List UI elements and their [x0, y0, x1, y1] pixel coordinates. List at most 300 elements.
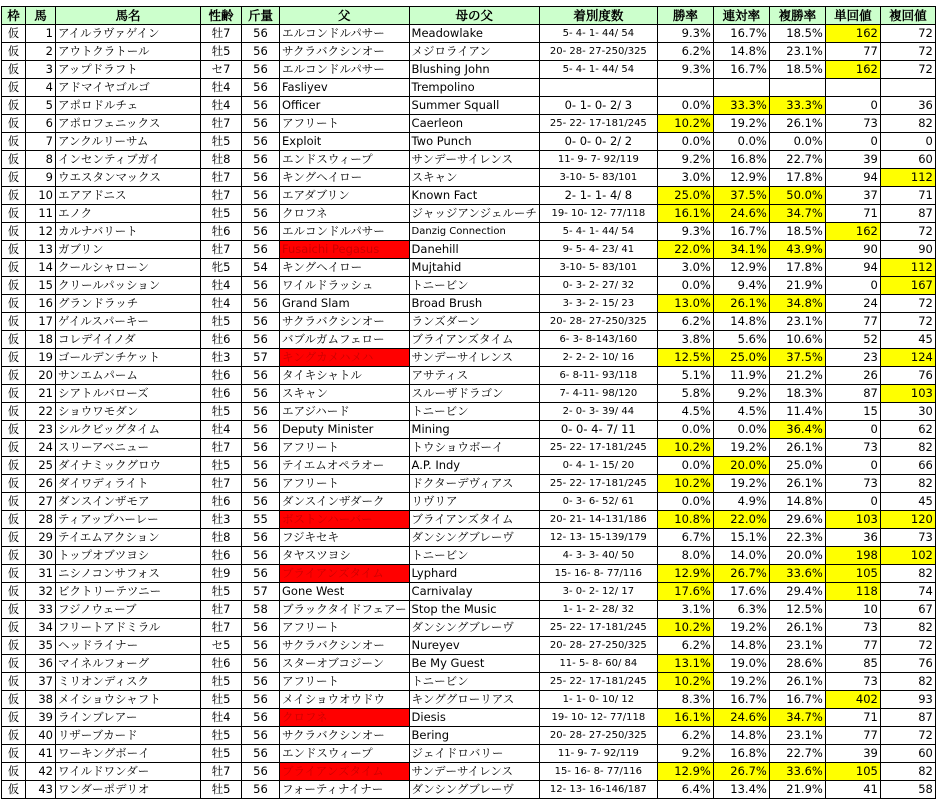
cell-sire[interactable]: メイショウオウドウ — [280, 691, 410, 709]
cell-weight[interactable]: 56 — [242, 475, 280, 493]
cell-win-return[interactable]: 94 — [825, 169, 880, 187]
cell-sex-age[interactable]: 牡6 — [201, 331, 242, 349]
cell-sex-age[interactable]: 牡7 — [201, 619, 242, 637]
cell-weight[interactable]: 56 — [242, 781, 280, 799]
cell-waku[interactable]: 仮 — [2, 475, 26, 493]
table-row[interactable] — [2, 637, 936, 655]
cell-place-return[interactable]: 82 — [880, 619, 935, 637]
cell-number[interactable]: 19 — [26, 349, 56, 367]
cell-sire[interactable]: Fasliyev — [280, 79, 410, 97]
cell-win-rate[interactable]: 3.0% — [657, 169, 713, 187]
cell-weight[interactable]: 56 — [242, 367, 280, 385]
table-row[interactable] — [2, 529, 936, 547]
cell-number[interactable]: 23 — [26, 421, 56, 439]
cell-horse-name[interactable]: メイショウシャフト — [56, 691, 201, 709]
cell-win-rate[interactable]: 16.1% — [657, 205, 713, 223]
cell-waku[interactable]: 仮 — [2, 97, 26, 115]
cell-waku[interactable]: 仮 — [2, 601, 26, 619]
cell-record[interactable]: 11- 9- 7- 92/119 — [539, 745, 657, 763]
cell-weight[interactable]: 56 — [242, 187, 280, 205]
cell-top2-rate[interactable]: 26.7% — [713, 565, 769, 583]
cell-record[interactable]: 9- 5- 4- 23/ 41 — [539, 241, 657, 259]
cell-sire[interactable]: エルコンドルパサー — [280, 61, 410, 79]
cell-weight[interactable]: 56 — [242, 385, 280, 403]
cell-win-return[interactable]: 0 — [825, 277, 880, 295]
cell-horse-name[interactable]: アポロドルチェ — [56, 97, 201, 115]
cell-win-return[interactable]: 87 — [825, 385, 880, 403]
cell-top3-rate[interactable]: 43.9% — [769, 241, 825, 259]
table-row[interactable] — [2, 457, 936, 475]
cell-record[interactable]: 0- 0- 0- 2/ 2 — [539, 133, 657, 151]
cell-sex-age[interactable]: 牡7 — [201, 601, 242, 619]
cell-sex-age[interactable]: 牡6 — [201, 493, 242, 511]
cell-sex-age[interactable]: 牡5 — [201, 691, 242, 709]
table-row[interactable] — [2, 763, 936, 781]
cell-horse-name[interactable]: ゲイルスパーキー — [56, 313, 201, 331]
cell-weight[interactable]: 56 — [242, 277, 280, 295]
cell-top2-rate[interactable]: 13.4% — [713, 781, 769, 799]
cell-top3-rate[interactable]: 18.5% — [769, 223, 825, 241]
cell-number[interactable]: 34 — [26, 619, 56, 637]
cell-place-return[interactable]: 87 — [880, 205, 935, 223]
cell-win-rate[interactable]: 6.2% — [657, 637, 713, 655]
cell-top3-rate[interactable]: 28.6% — [769, 655, 825, 673]
cell-place-return[interactable]: 87 — [880, 709, 935, 727]
cell-sire[interactable]: アフリート — [280, 619, 410, 637]
cell-dam-sire[interactable]: Bering — [409, 727, 539, 745]
cell-record[interactable]: 25- 22- 17-181/245 — [539, 619, 657, 637]
cell-dam-sire[interactable]: ブライアンズタイム — [409, 331, 539, 349]
cell-waku[interactable]: 仮 — [2, 727, 26, 745]
cell-sex-age[interactable]: 牡7 — [201, 475, 242, 493]
cell-top3-rate[interactable]: 50.0% — [769, 187, 825, 205]
cell-number[interactable]: 35 — [26, 637, 56, 655]
cell-top2-rate[interactable]: 0.0% — [713, 421, 769, 439]
cell-place-return[interactable]: 72 — [880, 223, 935, 241]
cell-win-return[interactable]: 26 — [825, 367, 880, 385]
cell-sire[interactable]: キングカメハメハ — [280, 349, 410, 367]
cell-win-rate[interactable]: 12.5% — [657, 349, 713, 367]
cell-win-rate[interactable]: 6.7% — [657, 529, 713, 547]
cell-place-return[interactable]: 76 — [880, 655, 935, 673]
cell-win-return[interactable]: 39 — [825, 745, 880, 763]
cell-number[interactable]: 32 — [26, 583, 56, 601]
cell-win-return[interactable]: 85 — [825, 655, 880, 673]
cell-waku[interactable]: 仮 — [2, 511, 26, 529]
header-win-return[interactable]: 単回値 — [825, 7, 880, 25]
cell-place-return[interactable]: 124 — [880, 349, 935, 367]
table-row[interactable] — [2, 655, 936, 673]
cell-number[interactable]: 27 — [26, 493, 56, 511]
cell-top2-rate[interactable]: 4.9% — [713, 493, 769, 511]
cell-waku[interactable]: 仮 — [2, 457, 26, 475]
cell-waku[interactable]: 仮 — [2, 43, 26, 61]
cell-top3-rate[interactable]: 14.8% — [769, 493, 825, 511]
cell-dam-sire[interactable]: ブライアンズタイム — [409, 511, 539, 529]
cell-weight[interactable]: 56 — [242, 43, 280, 61]
table-row[interactable] — [2, 511, 936, 529]
cell-place-return[interactable] — [880, 79, 935, 97]
cell-dam-sire[interactable]: Two Punch — [409, 133, 539, 151]
table-row[interactable] — [2, 79, 936, 97]
cell-sire[interactable]: ブラックタイドフェアー — [280, 601, 410, 619]
cell-top2-rate[interactable]: 9.2% — [713, 385, 769, 403]
cell-top2-rate[interactable]: 16.7% — [713, 61, 769, 79]
cell-sex-age[interactable]: 牡5 — [201, 313, 242, 331]
cell-record[interactable]: 20- 28- 27-250/325 — [539, 313, 657, 331]
cell-sex-age[interactable]: 牡5 — [201, 133, 242, 151]
cell-weight[interactable]: 56 — [242, 223, 280, 241]
cell-win-return[interactable]: 77 — [825, 313, 880, 331]
cell-record[interactable]: 3- 3- 2- 15/ 23 — [539, 295, 657, 313]
cell-sex-age[interactable]: 牡7 — [201, 241, 242, 259]
cell-top3-rate[interactable]: 23.1% — [769, 727, 825, 745]
cell-horse-name[interactable]: ワーキングボーイ — [56, 745, 201, 763]
cell-top3-rate[interactable]: 18.3% — [769, 385, 825, 403]
cell-horse-name[interactable]: ニシノコンサフォス — [56, 565, 201, 583]
cell-sex-age[interactable]: 牡9 — [201, 565, 242, 583]
table-row[interactable] — [2, 691, 936, 709]
cell-weight[interactable]: 56 — [242, 709, 280, 727]
cell-number[interactable]: 14 — [26, 259, 56, 277]
cell-top2-rate[interactable]: 6.3% — [713, 601, 769, 619]
cell-waku[interactable]: 仮 — [2, 421, 26, 439]
cell-place-return[interactable]: 0 — [880, 133, 935, 151]
cell-win-return[interactable]: 23 — [825, 349, 880, 367]
cell-number[interactable]: 17 — [26, 313, 56, 331]
cell-sex-age[interactable]: 牝5 — [201, 259, 242, 277]
cell-dam-sire[interactable]: リヴリア — [409, 493, 539, 511]
cell-sex-age[interactable]: 牡7 — [201, 187, 242, 205]
cell-horse-name[interactable]: ティアップハーレー — [56, 511, 201, 529]
cell-horse-name[interactable]: ショウワモダン — [56, 403, 201, 421]
cell-sire[interactable]: ブライアンズタイム — [280, 565, 410, 583]
cell-sex-age[interactable]: 牡7 — [201, 763, 242, 781]
cell-horse-name[interactable]: サンエムパーム — [56, 367, 201, 385]
cell-horse-name[interactable]: エアアドニス — [56, 187, 201, 205]
cell-dam-sire[interactable]: ダンシングブレーヴ — [409, 781, 539, 799]
cell-top2-rate[interactable]: 24.6% — [713, 709, 769, 727]
cell-waku[interactable]: 仮 — [2, 61, 26, 79]
cell-top3-rate[interactable]: 18.5% — [769, 61, 825, 79]
cell-win-return[interactable]: 10 — [825, 601, 880, 619]
cell-sire[interactable]: Exploit — [280, 133, 410, 151]
cell-weight[interactable]: 56 — [242, 25, 280, 43]
cell-waku[interactable]: 仮 — [2, 673, 26, 691]
table-row[interactable] — [2, 367, 936, 385]
cell-number[interactable]: 1 — [26, 25, 56, 43]
cell-sire[interactable]: サクラバクシンオー — [280, 313, 410, 331]
cell-place-return[interactable]: 58 — [880, 781, 935, 799]
cell-weight[interactable]: 56 — [242, 403, 280, 421]
cell-waku[interactable]: 仮 — [2, 385, 26, 403]
cell-weight[interactable]: 58 — [242, 601, 280, 619]
table-row[interactable] — [2, 709, 936, 727]
cell-top3-rate[interactable]: 34.7% — [769, 709, 825, 727]
cell-sex-age[interactable]: 牡3 — [201, 511, 242, 529]
cell-sex-age[interactable]: 牡4 — [201, 709, 242, 727]
cell-horse-name[interactable]: グランドラッチ — [56, 295, 201, 313]
cell-win-rate[interactable]: 5.1% — [657, 367, 713, 385]
cell-waku[interactable]: 仮 — [2, 79, 26, 97]
cell-waku[interactable]: 仮 — [2, 493, 26, 511]
cell-record[interactable]: 11- 5- 8- 60/ 84 — [539, 655, 657, 673]
cell-top2-rate[interactable]: 14.8% — [713, 637, 769, 655]
cell-win-rate[interactable]: 10.8% — [657, 511, 713, 529]
header-place-return[interactable]: 複回値 — [880, 7, 935, 25]
cell-win-return[interactable]: 105 — [825, 763, 880, 781]
cell-waku[interactable]: 仮 — [2, 241, 26, 259]
cell-sire[interactable]: スキャン — [280, 385, 410, 403]
cell-record[interactable]: 20- 21- 14-131/186 — [539, 511, 657, 529]
cell-number[interactable]: 29 — [26, 529, 56, 547]
cell-horse-name[interactable]: アンクルリーサム — [56, 133, 201, 151]
cell-dam-sire[interactable]: Stop the Music — [409, 601, 539, 619]
cell-horse-name[interactable]: スリーアベニュー — [56, 439, 201, 457]
cell-sire[interactable]: サクラバクシンオー — [280, 727, 410, 745]
cell-win-return[interactable]: 0 — [825, 493, 880, 511]
cell-top2-rate[interactable]: 19.2% — [713, 115, 769, 133]
table-row[interactable] — [2, 151, 936, 169]
cell-sire[interactable]: Fusaichi Pegasus — [280, 241, 410, 259]
cell-win-rate[interactable]: 10.2% — [657, 115, 713, 133]
cell-top3-rate[interactable] — [769, 79, 825, 97]
cell-sex-age[interactable]: 牡4 — [201, 421, 242, 439]
cell-sire[interactable]: ボストンハーバー — [280, 511, 410, 529]
cell-dam-sire[interactable]: サンデーサイレンス — [409, 151, 539, 169]
cell-win-return[interactable]: 77 — [825, 637, 880, 655]
cell-win-rate[interactable]: 9.2% — [657, 745, 713, 763]
cell-dam-sire[interactable]: Mining — [409, 421, 539, 439]
cell-win-rate[interactable]: 0.0% — [657, 133, 713, 151]
cell-dam-sire[interactable]: A.P. Indy — [409, 457, 539, 475]
cell-sire[interactable]: キングヘイロー — [280, 259, 410, 277]
cell-number[interactable]: 30 — [26, 547, 56, 565]
table-row[interactable] — [2, 61, 936, 79]
cell-record[interactable]: 25- 22- 17-181/245 — [539, 115, 657, 133]
cell-record[interactable]: 19- 10- 12- 77/118 — [539, 205, 657, 223]
header-top3-rate[interactable]: 複勝率 — [769, 7, 825, 25]
cell-horse-name[interactable]: ワイルドワンダー — [56, 763, 201, 781]
cell-number[interactable]: 38 — [26, 691, 56, 709]
cell-horse-name[interactable]: アドマイヤゴルゴ — [56, 79, 201, 97]
cell-dam-sire[interactable]: ジャッジアンジェルーチ — [409, 205, 539, 223]
cell-place-return[interactable]: 72 — [880, 43, 935, 61]
cell-number[interactable]: 9 — [26, 169, 56, 187]
cell-top3-rate[interactable]: 23.1% — [769, 313, 825, 331]
cell-number[interactable]: 12 — [26, 223, 56, 241]
cell-horse-name[interactable]: カルナバリート — [56, 223, 201, 241]
cell-top2-rate[interactable]: 34.1% — [713, 241, 769, 259]
cell-top2-rate[interactable]: 14.8% — [713, 43, 769, 61]
cell-sire[interactable]: フジキセキ — [280, 529, 410, 547]
cell-dam-sire[interactable]: ランズダーン — [409, 313, 539, 331]
cell-top2-rate[interactable]: 24.6% — [713, 205, 769, 223]
cell-top2-rate[interactable]: 11.9% — [713, 367, 769, 385]
cell-horse-name[interactable]: ダンスインザモア — [56, 493, 201, 511]
cell-waku[interactable]: 仮 — [2, 439, 26, 457]
cell-record[interactable]: 6- 8-11- 93/118 — [539, 367, 657, 385]
cell-dam-sire[interactable]: Diesis — [409, 709, 539, 727]
cell-top3-rate[interactable]: 22.7% — [769, 151, 825, 169]
cell-dam-sire[interactable]: サンデーサイレンス — [409, 763, 539, 781]
cell-place-return[interactable]: 74 — [880, 583, 935, 601]
cell-place-return[interactable]: 72 — [880, 313, 935, 331]
cell-win-return[interactable]: 0 — [825, 457, 880, 475]
cell-win-rate[interactable]: 3.8% — [657, 331, 713, 349]
cell-weight[interactable]: 56 — [242, 79, 280, 97]
cell-top3-rate[interactable]: 37.5% — [769, 349, 825, 367]
cell-weight[interactable]: 56 — [242, 421, 280, 439]
cell-win-return[interactable]: 118 — [825, 583, 880, 601]
cell-dam-sire[interactable]: トニービン — [409, 403, 539, 421]
cell-win-rate[interactable]: 9.3% — [657, 223, 713, 241]
cell-top3-rate[interactable]: 34.8% — [769, 295, 825, 313]
cell-dam-sire[interactable]: Mujtahid — [409, 259, 539, 277]
cell-top3-rate[interactable]: 17.8% — [769, 259, 825, 277]
cell-top3-rate[interactable]: 22.7% — [769, 745, 825, 763]
cell-top3-rate[interactable]: 26.1% — [769, 439, 825, 457]
cell-top3-rate[interactable]: 21.9% — [769, 781, 825, 799]
cell-sire[interactable]: バブルガムフェロー — [280, 331, 410, 349]
cell-waku[interactable]: 仮 — [2, 259, 26, 277]
cell-weight[interactable]: 56 — [242, 115, 280, 133]
table-row[interactable] — [2, 673, 936, 691]
cell-win-rate[interactable]: 16.1% — [657, 709, 713, 727]
cell-sex-age[interactable]: 牡5 — [201, 745, 242, 763]
cell-top2-rate[interactable]: 25.0% — [713, 349, 769, 367]
cell-sire[interactable]: アフリート — [280, 475, 410, 493]
cell-top3-rate[interactable]: 29.6% — [769, 511, 825, 529]
cell-number[interactable]: 41 — [26, 745, 56, 763]
cell-waku[interactable]: 仮 — [2, 313, 26, 331]
cell-place-return[interactable]: 167 — [880, 277, 935, 295]
cell-horse-name[interactable]: エノク — [56, 205, 201, 223]
cell-record[interactable]: 1- 1- 0- 10/ 12 — [539, 691, 657, 709]
cell-weight[interactable]: 56 — [242, 547, 280, 565]
table-row[interactable] — [2, 583, 936, 601]
cell-top2-rate[interactable]: 26.1% — [713, 295, 769, 313]
cell-win-rate[interactable]: 6.2% — [657, 43, 713, 61]
cell-weight[interactable]: 56 — [242, 331, 280, 349]
cell-win-rate[interactable]: 22.0% — [657, 241, 713, 259]
cell-record[interactable]: 20- 28- 27-250/325 — [539, 43, 657, 61]
cell-waku[interactable]: 仮 — [2, 349, 26, 367]
cell-win-return[interactable]: 73 — [825, 115, 880, 133]
header-dam-sire[interactable]: 母の父 — [409, 7, 539, 25]
cell-record[interactable]: 11- 9- 7- 92/119 — [539, 151, 657, 169]
cell-top2-rate[interactable]: 4.5% — [713, 403, 769, 421]
cell-sire[interactable]: エンドスウィープ — [280, 745, 410, 763]
cell-number[interactable]: 10 — [26, 187, 56, 205]
cell-win-return[interactable]: 0 — [825, 97, 880, 115]
cell-number[interactable]: 36 — [26, 655, 56, 673]
cell-record[interactable]: 12- 13- 16-146/187 — [539, 781, 657, 799]
table-row[interactable] — [2, 115, 936, 133]
cell-record[interactable]: 3-10- 5- 83/101 — [539, 169, 657, 187]
cell-win-return[interactable]: 198 — [825, 547, 880, 565]
cell-waku[interactable]: 仮 — [2, 187, 26, 205]
cell-win-rate[interactable]: 9.2% — [657, 151, 713, 169]
cell-win-rate[interactable]: 6.4% — [657, 781, 713, 799]
cell-weight[interactable]: 56 — [242, 637, 280, 655]
cell-dam-sire[interactable]: Lyphard — [409, 565, 539, 583]
cell-win-rate[interactable]: 0.0% — [657, 493, 713, 511]
cell-weight[interactable]: 57 — [242, 583, 280, 601]
cell-horse-name[interactable]: ミリオンディスク — [56, 673, 201, 691]
table-row[interactable] — [2, 25, 936, 43]
cell-horse-name[interactable]: ゴールデンチケット — [56, 349, 201, 367]
cell-record[interactable]: 20- 28- 27-250/325 — [539, 637, 657, 655]
cell-number[interactable]: 31 — [26, 565, 56, 583]
cell-waku[interactable]: 仮 — [2, 619, 26, 637]
cell-waku[interactable]: 仮 — [2, 403, 26, 421]
cell-sex-age[interactable]: 牡4 — [201, 277, 242, 295]
cell-win-return[interactable]: 90 — [825, 241, 880, 259]
cell-win-rate[interactable]: 12.9% — [657, 565, 713, 583]
cell-win-return[interactable]: 77 — [825, 43, 880, 61]
cell-record[interactable]: 0- 0- 4- 7/ 11 — [539, 421, 657, 439]
cell-dam-sire[interactable]: Danzig Connection — [409, 223, 539, 241]
cell-dam-sire[interactable]: ジェイドロバリー — [409, 745, 539, 763]
cell-win-rate[interactable]: 13.1% — [657, 655, 713, 673]
cell-horse-name[interactable]: アポロフェニックス — [56, 115, 201, 133]
cell-dam-sire[interactable]: ドクターデヴィアス — [409, 475, 539, 493]
cell-place-return[interactable]: 36 — [880, 97, 935, 115]
cell-sex-age[interactable]: セ5 — [201, 637, 242, 655]
cell-dam-sire[interactable]: キンググローリアス — [409, 691, 539, 709]
cell-sex-age[interactable]: 牡5 — [201, 43, 242, 61]
cell-top2-rate[interactable]: 14.8% — [713, 727, 769, 745]
cell-weight[interactable]: 56 — [242, 655, 280, 673]
cell-dam-sire[interactable]: Summer Squall — [409, 97, 539, 115]
cell-weight[interactable]: 56 — [242, 727, 280, 745]
cell-sire[interactable]: エアジハード — [280, 403, 410, 421]
cell-waku[interactable]: 仮 — [2, 637, 26, 655]
cell-sire[interactable]: タヤスツヨシ — [280, 547, 410, 565]
cell-win-return[interactable]: 77 — [825, 727, 880, 745]
cell-sire[interactable]: アフリート — [280, 115, 410, 133]
cell-top3-rate[interactable]: 11.4% — [769, 403, 825, 421]
cell-win-rate[interactable]: 0.0% — [657, 457, 713, 475]
cell-number[interactable]: 11 — [26, 205, 56, 223]
cell-record[interactable]: 4- 3- 3- 40/ 50 — [539, 547, 657, 565]
cell-waku[interactable]: 仮 — [2, 781, 26, 799]
cell-waku[interactable]: 仮 — [2, 295, 26, 313]
cell-dam-sire[interactable]: トニービン — [409, 277, 539, 295]
cell-win-return[interactable]: 37 — [825, 187, 880, 205]
table-row[interactable] — [2, 493, 936, 511]
cell-dam-sire[interactable]: アサティス — [409, 367, 539, 385]
cell-top3-rate[interactable]: 26.1% — [769, 673, 825, 691]
cell-weight[interactable]: 56 — [242, 61, 280, 79]
table-row[interactable] — [2, 223, 936, 241]
cell-record[interactable]: 3- 0- 2- 12/ 17 — [539, 583, 657, 601]
cell-weight[interactable]: 55 — [242, 511, 280, 529]
cell-top3-rate[interactable]: 18.5% — [769, 25, 825, 43]
cell-win-return[interactable]: 71 — [825, 205, 880, 223]
cell-sex-age[interactable]: 牡5 — [201, 403, 242, 421]
table-row[interactable] — [2, 259, 936, 277]
cell-waku[interactable]: 仮 — [2, 763, 26, 781]
cell-horse-name[interactable]: アウトクラトール — [56, 43, 201, 61]
cell-weight[interactable]: 56 — [242, 151, 280, 169]
cell-top2-rate[interactable]: 22.0% — [713, 511, 769, 529]
cell-horse-name[interactable]: ラインブレアー — [56, 709, 201, 727]
cell-number[interactable]: 20 — [26, 367, 56, 385]
cell-top2-rate[interactable]: 17.6% — [713, 583, 769, 601]
header-record[interactable]: 着別度数 — [539, 7, 657, 25]
